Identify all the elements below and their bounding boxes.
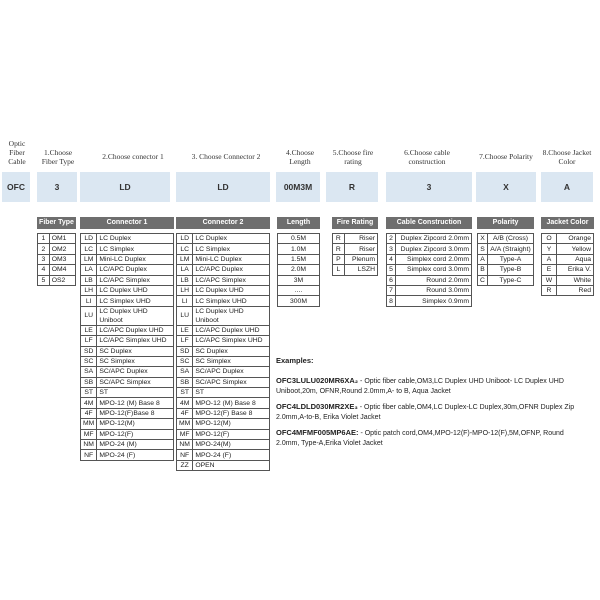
code-fire-rating: R — [326, 172, 378, 202]
option-code: W — [542, 275, 557, 285]
option-code: 7 — [387, 285, 396, 295]
table-header-polarity: Polarity — [477, 217, 534, 229]
example-code: OFC4MFMF005MP6AE: — [276, 428, 359, 437]
option-code: SB — [177, 377, 193, 387]
code-jacket-color: A — [541, 172, 593, 202]
code-ofc: OFC — [2, 172, 30, 202]
option-code: LF — [81, 336, 97, 346]
table-row — [177, 356, 270, 366]
option-label: MPO-12(M) — [193, 419, 270, 429]
table-row — [278, 234, 320, 244]
option-label: Yellow — [557, 244, 594, 254]
option-label: SC Duplex — [97, 346, 174, 356]
option-code: LF — [177, 336, 193, 346]
table-row — [278, 244, 320, 254]
table-header-connector-2: Connector 2 — [176, 217, 270, 229]
option-code: LB — [81, 275, 97, 285]
header-cable-construction: 6.Choose cable construction — [404, 148, 450, 166]
table-row — [177, 440, 270, 450]
table-row — [278, 254, 320, 264]
option-code: A — [478, 254, 488, 264]
table-row — [177, 285, 270, 295]
example-code: OFC3LULU020MR6XA₂ — [276, 376, 359, 385]
option-label: Simplex 0.9mm — [396, 296, 472, 306]
examples-title: Examples: — [276, 356, 314, 365]
table-row — [81, 429, 174, 439]
option-label: MPO-12 (M) Base 8 — [97, 398, 174, 408]
table-row — [177, 296, 270, 306]
table-row — [81, 234, 174, 244]
table-row — [81, 296, 174, 306]
option-code: X — [478, 234, 488, 244]
option-code: R — [542, 285, 557, 295]
option-code: 2 — [387, 234, 396, 244]
table-row — [81, 325, 174, 335]
table-row — [177, 377, 270, 387]
option-label: Plenum — [344, 254, 377, 264]
option-code: LH — [81, 285, 97, 295]
option-label: Mini-LC Duplex — [97, 254, 174, 264]
option-label: LC Simplex UHD — [193, 296, 270, 306]
table-row — [387, 244, 472, 254]
table-row — [81, 346, 174, 356]
option-code: 4F — [81, 408, 97, 418]
option-label: OM4 — [49, 265, 75, 275]
table-row — [38, 275, 76, 285]
option-label: Mini-LC Duplex — [193, 254, 270, 264]
option-code: E — [542, 265, 557, 275]
option-label: Aqua — [557, 254, 594, 264]
option-code: ZZ — [177, 460, 193, 470]
option-code: 6 — [387, 275, 396, 285]
option-label: MPO-24 (M) — [97, 440, 174, 450]
option-label: White — [557, 275, 594, 285]
option-label: Type-B — [488, 265, 534, 275]
table-row — [177, 450, 270, 460]
length-value: 300M — [278, 296, 320, 306]
table-row — [278, 265, 320, 275]
option-code: MM — [177, 419, 193, 429]
option-label: MPO-12(F) — [97, 429, 174, 439]
option-label: MPO-12(F) Base 8 — [193, 408, 270, 418]
header-fiber-type: 1.Choose Fiber Type — [41, 148, 75, 166]
option-code: 4 — [38, 265, 50, 275]
table-row — [278, 275, 320, 285]
option-code: LD — [177, 234, 193, 244]
option-label: Orange — [557, 234, 594, 244]
option-code: LH — [177, 285, 193, 295]
example-item — [276, 428, 576, 448]
table-row — [387, 254, 472, 264]
table-row — [387, 285, 472, 295]
table-row — [177, 429, 270, 439]
option-code: 5 — [387, 265, 396, 275]
option-code: LD — [81, 234, 97, 244]
table-row — [81, 254, 174, 264]
table-row — [38, 244, 76, 254]
option-label: Type-C — [488, 275, 534, 285]
table-row — [478, 275, 534, 285]
table-row — [81, 356, 174, 366]
option-code: LM — [177, 254, 193, 264]
table-row — [81, 265, 174, 275]
cable-construction-table — [386, 233, 472, 307]
table-row — [478, 234, 534, 244]
table-row — [177, 408, 270, 418]
table-row — [478, 265, 534, 275]
table-row — [387, 296, 472, 306]
examples-list — [276, 376, 576, 454]
table-row — [478, 244, 534, 254]
table-row — [387, 234, 472, 244]
table-row — [81, 275, 174, 285]
example-description: - Optic fiber cable,OM4,LC Duplex-LC Duplex,30m,OFNR Duplex Zip 2.0mm,A-to-B, Erika Violet Jacket — [276, 404, 575, 421]
table-row — [387, 265, 472, 275]
table-row — [177, 398, 270, 408]
code-cable-construction: 3 — [386, 172, 472, 202]
table-row — [542, 265, 594, 275]
option-label: Riser — [344, 244, 377, 254]
option-label: MPO-24 (F) — [97, 450, 174, 460]
table-row — [278, 285, 320, 295]
option-label: SC/APC Duplex — [193, 367, 270, 377]
table-row — [81, 450, 174, 460]
option-label: SC/APC Simplex — [193, 377, 270, 387]
table-row — [81, 285, 174, 295]
table-header-fire-rating: Fire Rating — [332, 217, 378, 229]
option-label: SC/APC Simplex — [97, 377, 174, 387]
header-optic-fiber-cable: Optic Fiber Cable — [8, 139, 26, 166]
option-label: LC Simplex — [193, 244, 270, 254]
header-jacket-color: 8.Choose Jacket Color — [542, 148, 592, 166]
code-fiber: 3 — [37, 172, 77, 202]
table-row — [333, 265, 378, 275]
option-label: Round 3.0mm — [396, 285, 472, 295]
table-row — [542, 275, 594, 285]
option-label: Simplex cord 3.0mm — [396, 265, 472, 275]
option-label: LC Duplex UHD — [97, 285, 174, 295]
option-code: MF — [177, 429, 193, 439]
option-label: LC Duplex — [97, 234, 174, 244]
option-label: LC Duplex — [193, 234, 270, 244]
option-label: MPO-12(F)Base 8 — [97, 408, 174, 418]
option-code: 5 — [38, 275, 50, 285]
table-row — [177, 306, 270, 325]
table-row — [81, 377, 174, 387]
connector-2-table — [176, 233, 270, 471]
table-row — [81, 440, 174, 450]
option-code: LB — [177, 275, 193, 285]
table-row — [333, 244, 378, 254]
option-code: C — [478, 275, 488, 285]
option-label: SC Duplex — [193, 346, 270, 356]
option-code: 4M — [81, 398, 97, 408]
table-row — [278, 296, 320, 306]
length-value: .... — [278, 285, 320, 295]
table-row — [81, 306, 174, 325]
option-label: Duplex Zipcord 2.0mm — [396, 234, 472, 244]
option-code: L — [333, 265, 345, 275]
option-code: ST — [81, 388, 97, 398]
option-code: R — [333, 234, 345, 244]
option-label: MPO-24 (F) — [193, 450, 270, 460]
option-label: Duplex Zipcord 3.0mm — [396, 244, 472, 254]
table-row — [387, 275, 472, 285]
table-row — [38, 254, 76, 264]
option-label: LC/APC Simplex UHD — [193, 336, 270, 346]
polarity-table — [477, 233, 534, 286]
table-header-jacket-color: Jacket Color — [541, 217, 594, 229]
table-row — [177, 325, 270, 335]
table-row — [542, 234, 594, 244]
option-code: SC — [81, 356, 97, 366]
code-connector-1: LD — [80, 172, 170, 202]
option-label: LC/APC Duplex UHD — [97, 325, 174, 335]
table-row — [38, 265, 76, 275]
option-label: LC/APC Duplex — [193, 265, 270, 275]
table-row — [81, 419, 174, 429]
option-code: P — [333, 254, 345, 264]
table-row — [177, 265, 270, 275]
table-row — [81, 408, 174, 418]
table-row — [177, 388, 270, 398]
option-code: LM — [81, 254, 97, 264]
table-row — [177, 234, 270, 244]
option-code: SD — [177, 346, 193, 356]
option-label: LC Duplex UHD — [193, 285, 270, 295]
table-header-cable-construction: Cable Construction — [386, 217, 472, 229]
table-row — [542, 244, 594, 254]
option-code: LC — [177, 244, 193, 254]
option-code: 1 — [38, 234, 50, 244]
example-code: OFC4LDLD030MR2XE₃ — [276, 402, 358, 411]
option-label: OM3 — [49, 254, 75, 264]
option-code: LI — [81, 296, 97, 306]
option-label: SC Simplex — [193, 356, 270, 366]
option-label: LSZH — [344, 265, 377, 275]
fire-rating-table — [332, 233, 378, 276]
option-label: SC Simplex — [97, 356, 174, 366]
code-polarity: X — [476, 172, 536, 202]
length-value: 2.0M — [278, 265, 320, 275]
option-label: Type-A — [488, 254, 534, 264]
example-description: - Optic patch cord,OM4,MPO-12(F)-MPO-12(F),5M,OFNP, Round 2.0mm, Type-A,Erika Violet Jacket — [276, 430, 564, 447]
option-code: LU — [177, 306, 193, 325]
option-label: ST — [97, 388, 174, 398]
table-row — [81, 398, 174, 408]
option-label: Riser — [344, 234, 377, 244]
option-label: OS2 — [49, 275, 75, 285]
option-label: OM1 — [49, 234, 75, 244]
option-label: LC/APC Simplex — [193, 275, 270, 285]
table-row — [81, 244, 174, 254]
table-row — [177, 346, 270, 356]
option-code: NF — [177, 450, 193, 460]
table-row — [177, 460, 270, 470]
option-code: NM — [177, 440, 193, 450]
table-row — [478, 254, 534, 264]
table-row — [81, 336, 174, 346]
option-code: B — [478, 265, 488, 275]
option-code: LC — [81, 244, 97, 254]
option-code: SA — [81, 367, 97, 377]
option-code: O — [542, 234, 557, 244]
option-label: LC/APC Duplex UHD — [193, 325, 270, 335]
table-row — [333, 234, 378, 244]
option-code: SD — [81, 346, 97, 356]
length-value: 3M — [278, 275, 320, 285]
option-code: 8 — [387, 296, 396, 306]
header-connector-2: 3. Choose Connector 2 — [191, 152, 261, 161]
option-label: LC Duplex UHD Uniboot — [97, 306, 174, 325]
table-row — [177, 367, 270, 377]
option-label: ST — [193, 388, 270, 398]
table-row — [177, 336, 270, 346]
option-code: LA — [81, 265, 97, 275]
option-label: MPO-12 (M) Base 8 — [193, 398, 270, 408]
option-code: LI — [177, 296, 193, 306]
header-connector-1: 2.Choose conector 1 — [102, 152, 164, 161]
option-code: SA — [177, 367, 193, 377]
option-label: LC/APC Duplex — [97, 265, 174, 275]
length-value: 1.5M — [278, 254, 320, 264]
option-label: Round 2.0mm — [396, 275, 472, 285]
example-item — [276, 376, 576, 396]
option-code: LA — [177, 265, 193, 275]
code-connector-2: LD — [176, 172, 270, 202]
table-row — [81, 367, 174, 377]
option-code: Y — [542, 244, 557, 254]
jacket-color-table — [541, 233, 594, 296]
option-code: LE — [81, 325, 97, 335]
table-row — [177, 254, 270, 264]
option-label: LC Duplex UHD Uniboot — [193, 306, 270, 325]
option-code: SB — [81, 377, 97, 387]
option-code: 3 — [387, 244, 396, 254]
length-table — [277, 233, 320, 307]
option-label: Red — [557, 285, 594, 295]
option-label: SC/APC Duplex — [97, 367, 174, 377]
table-header-length: Length — [277, 217, 320, 229]
code-length: 00M3M — [276, 172, 320, 202]
option-label: OM2 — [49, 244, 75, 254]
table-header-connector-1: Connector 1 — [80, 217, 174, 229]
option-code: 3 — [38, 254, 50, 264]
option-code: 4M — [177, 398, 193, 408]
option-label: MPO-12(M) — [97, 419, 174, 429]
option-label: LC/APC Simplex — [97, 275, 174, 285]
header-length: 4.Choose Length — [285, 148, 315, 166]
length-value: 1.0M — [278, 244, 320, 254]
fiber-type-table — [37, 233, 76, 286]
table-row — [177, 419, 270, 429]
connector-1-table — [80, 233, 174, 461]
option-label: A/A (Straight) — [488, 244, 534, 254]
option-code: MM — [81, 419, 97, 429]
option-label: MPO-24(M) — [193, 440, 270, 450]
table-row — [177, 275, 270, 285]
option-label: MPO-12(F) — [193, 429, 270, 439]
option-code: SC — [177, 356, 193, 366]
option-label: Erika V. — [557, 265, 594, 275]
option-code: ST — [177, 388, 193, 398]
length-value: 0.5M — [278, 234, 320, 244]
table-header-fiber-type: Fiber Type — [37, 217, 76, 229]
option-code: MF — [81, 429, 97, 439]
table-row — [38, 234, 76, 244]
option-label: LC Simplex — [97, 244, 174, 254]
table-row — [542, 285, 594, 295]
header-fire-rating: 5.Choose fire rating — [332, 148, 374, 166]
option-code: R — [333, 244, 345, 254]
table-row — [542, 254, 594, 264]
option-code: LU — [81, 306, 97, 325]
option-code: NF — [81, 450, 97, 460]
option-label: OPEN — [193, 460, 270, 470]
option-label: Simplex cord 2.0mm — [396, 254, 472, 264]
option-code: S — [478, 244, 488, 254]
example-description: - Optic fiber cable,OM3,LC Duplex UHD Uniboot- LC Duplex UHD Uniboot,20m, OFNR,Round 2.0mm,A- to B, Aqua Jacket — [276, 378, 564, 395]
option-label: LC Simplex UHD — [97, 296, 174, 306]
option-code: A — [542, 254, 557, 264]
option-code: 4F — [177, 408, 193, 418]
table-row — [81, 388, 174, 398]
table-row — [333, 254, 378, 264]
option-code: 2 — [38, 244, 50, 254]
header-polarity: 7.Choose Polarity — [479, 152, 533, 161]
option-label: A/B (Cross) — [488, 234, 534, 244]
option-code: 4 — [387, 254, 396, 264]
option-label: LC/APC Simplex UHD — [97, 336, 174, 346]
option-code: NM — [81, 440, 97, 450]
example-item — [276, 402, 576, 422]
table-row — [177, 244, 270, 254]
option-code: LE — [177, 325, 193, 335]
